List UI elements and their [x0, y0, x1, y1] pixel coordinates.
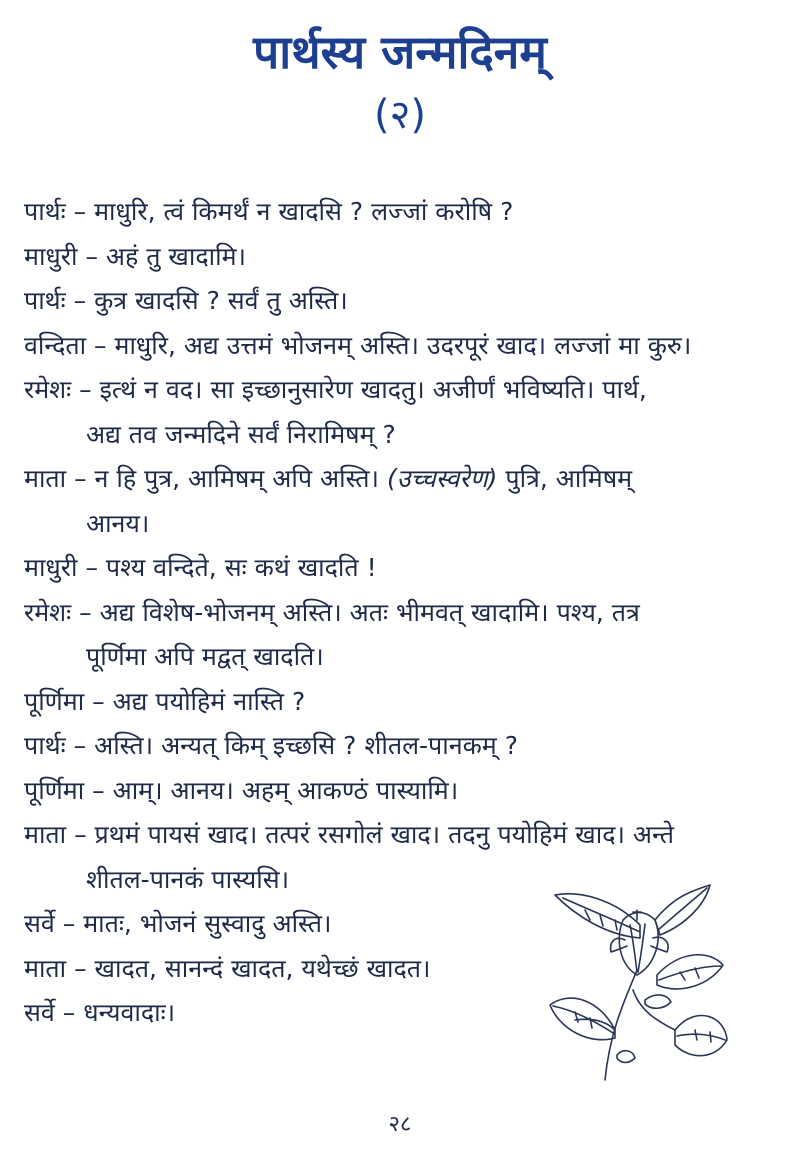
speaker: पार्थः: [24, 286, 66, 315]
utterance: – धन्यवादाः।: [54, 998, 176, 1027]
page-number: २८: [388, 1112, 412, 1137]
speaker: पूर्णिमा: [24, 686, 85, 716]
speaker: माधुरी: [24, 553, 78, 582]
dialogue-line: [24, 368, 794, 413]
dialogue-line: [24, 324, 794, 369]
utterance: – माधुरि, अद्य उत्तमं भोजनम् अस्ति। उदरपूरं खाद। लज्जां मा कुरु।: [86, 330, 692, 360]
utterance: – पश्य वन्दिते, सः कथं खादति !: [77, 553, 377, 582]
part-number: (२): [373, 92, 426, 138]
utterance: – आम्। आनय। अहम् आकण्ठं पास्यामि।: [84, 775, 459, 805]
utterance: – इत्थं न वद। सा इच्छानुसारेण खादतु। अजीर्णं भविष्यति। पार्थ,: [71, 375, 647, 404]
dialogue-continuation: आनय।: [86, 508, 150, 538]
dialogue-line: [24, 769, 794, 814]
speaker: वन्दिता: [24, 330, 87, 360]
speaker: माता: [24, 464, 67, 493]
utterance: – खादत, सानन्दं खादत, यथेच्छं खादत।: [66, 953, 431, 983]
utterance-tail: पुत्रि, आमिषम्: [497, 464, 633, 493]
dialogue-line: [24, 190, 794, 235]
speaker: पूर्णिमा: [24, 775, 85, 805]
stage-direction: (उच्चस्वरेण): [386, 464, 498, 493]
speaker: रमेशः: [24, 597, 72, 627]
speaker: पार्थः: [24, 197, 66, 226]
dialogue-line: [24, 235, 794, 280]
dialogue-line: [24, 279, 794, 324]
dialogue-continuation: पूर्णिमा अपि मद्वत् खादति।: [86, 642, 324, 671]
utterance: – प्रथमं पायसं खाद। तत्परं रसगोलं खाद। तदनु पयोहिमं खाद। अन्ते: [66, 820, 674, 849]
utterance: – मातः, भोजनं सुस्वादु अस्ति।: [54, 909, 332, 938]
page-title: पार्थस्य जन्मदिनम्: [253, 25, 547, 79]
utterance: – अस्ति। अन्यत् किम् इच्छसि ? शीतल-पानकम् ?: [65, 731, 518, 760]
speaker: रमेशः: [24, 375, 72, 404]
utterance: – अद्य विशेष-भोजनम् अस्ति। अतः भीमवत् खादामि। पश्य, तत्र: [71, 597, 640, 627]
dialogue-line: [24, 813, 794, 858]
utterance: – न हि पुत्र, आमिषम् अपि अस्ति।: [66, 464, 387, 493]
dialogue-line: [24, 546, 794, 591]
dialogue-line: [24, 591, 794, 636]
dialogue-continuation: अद्य तव जन्मदिने सर्वं निरामिषम् ?: [86, 419, 396, 449]
dialogue-continuation: शीतल-पानकं पास्यसि।: [86, 864, 290, 894]
speaker: माता: [24, 820, 67, 849]
utterance: – कुत्र खादसि ? सर्वं तु अस्ति।: [65, 286, 348, 315]
speaker: माधुरी: [24, 241, 78, 271]
utterance: – माधुरि, त्वं किमर्थं न खादसि ? लज्जां करोषि ?: [65, 197, 514, 226]
flower-sketch-icon: [545, 880, 730, 1085]
speaker: सर्वे: [24, 909, 55, 938]
dialogue-line: [24, 680, 794, 725]
speaker: सर्वे: [24, 998, 55, 1027]
speaker: माता: [24, 953, 67, 983]
utterance: – अद्य पयोहिमं नास्ति ?: [84, 686, 306, 716]
utterance: – अहं तु खादामि।: [77, 241, 247, 271]
dialogue-line: [24, 724, 794, 769]
speaker: पार्थः: [24, 731, 66, 760]
dialogue-line: [24, 457, 794, 502]
